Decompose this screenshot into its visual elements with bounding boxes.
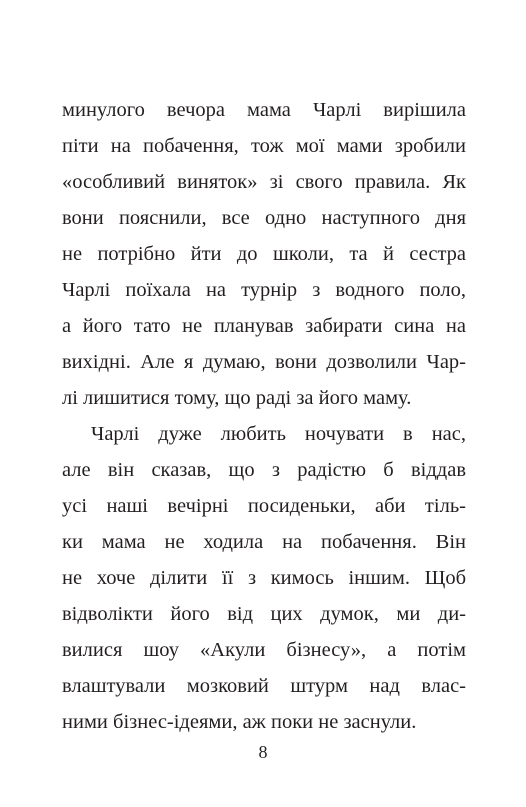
body-text: [62, 92, 466, 740]
text-line: усі наші вечірні посиденьки, аби тіль-: [62, 495, 466, 517]
text-line: вони пояснили, все одно наступного дня: [62, 207, 466, 229]
text-line: минулого вечора мама Чарлі вирішила: [62, 99, 466, 121]
text-line: піти на побачення, тож мої мами зробили: [62, 135, 466, 157]
page-number: 8: [258, 742, 268, 762]
text-line: вихідні. Але я думаю, вони дозволили Чар-: [62, 351, 466, 373]
text-line: не потрібно йти до школи, та й сестра: [62, 243, 466, 265]
paragraph-2: [62, 416, 466, 740]
text-line: ки мама не ходила на побачення. Він: [62, 531, 466, 553]
text-line: а його тато не планував забирати сина на: [62, 315, 466, 337]
text-line: вилися шоу «Акули бізнесу», а потім: [62, 639, 466, 661]
text-line: «особливий виняток» зі свого правила. Як: [62, 171, 466, 193]
text-line: лі лишитися тому, що раді за його маму.: [62, 387, 412, 409]
paragraph-1: [62, 92, 466, 416]
text-line: але він сказав, що з радістю б віддав: [62, 459, 466, 481]
text-line: ними бізнес-ідеями, аж поки не заснули.: [62, 711, 417, 733]
text-line: Чарлі поїхала на турнір з водного поло,: [62, 279, 466, 301]
text-line: відволікти його від цих думок, ми ди-: [62, 603, 466, 625]
text-line: Чарлі дуже любить ночувати в нас,: [91, 423, 466, 445]
text-line: влаштували мозковий штурм над влас-: [62, 675, 466, 697]
text-line: не хоче ділити її з кимось іншим. Щоб: [62, 567, 466, 589]
